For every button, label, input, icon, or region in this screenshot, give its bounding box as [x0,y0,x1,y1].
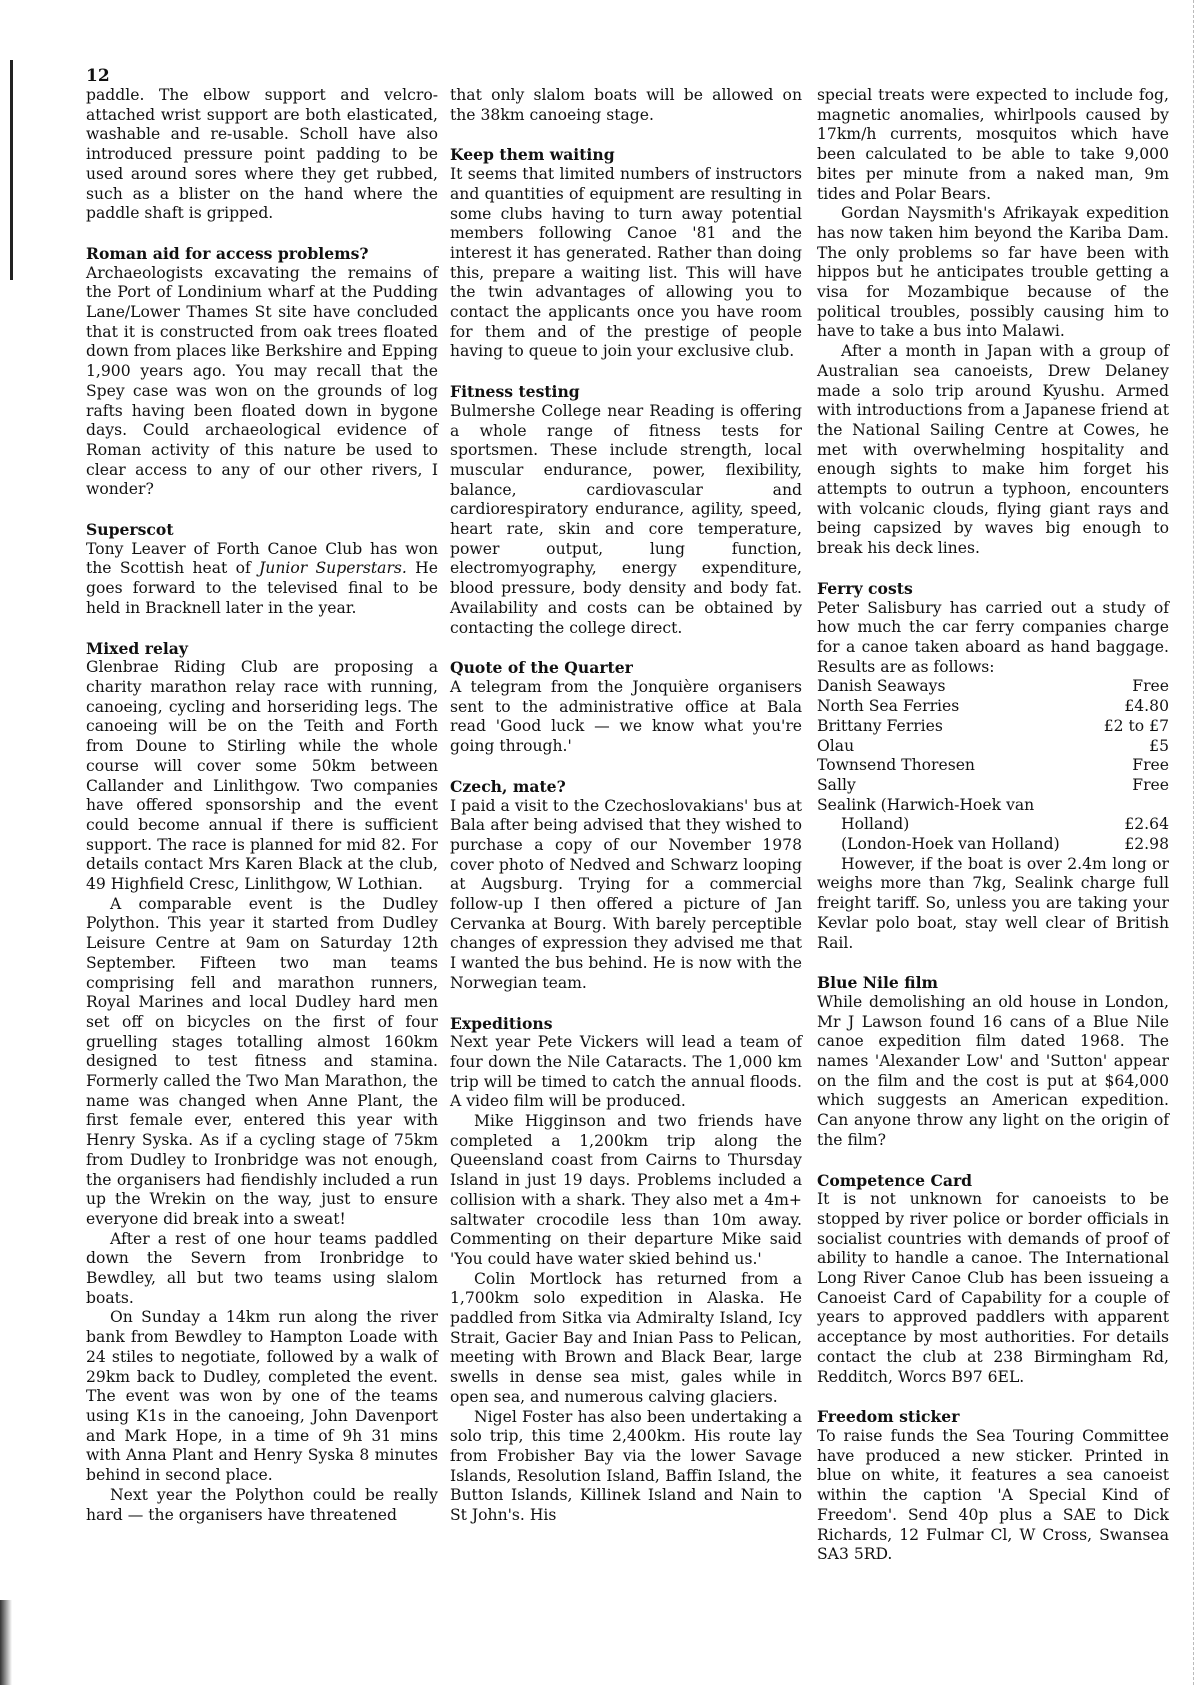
mixed-relay-heading: Mixed relay [86,638,188,658]
quote-paragraph: A telegram from the Jonquière organisers sent to the administrative office at Bala read 'Good luck — we know what you're going through.' [450,677,802,756]
fare-company: North Sea Ferries [817,697,960,716]
fare-row [817,737,1169,757]
competence-card-paragraph: It is not unknown for canoeists to be stopped by river police or border officials in socialist countries with demands of proof of ability to handle a canoe. The International Long River Canoe Club has been issueing a Canoeist Card of Capability for a couple of years to approved paddlers with apparent acceptance by most authorities. For details contact the club at 238 Birmingham Rd, Redditch, Worcs B97 6EL. [817,1190,1169,1386]
mixed-relay-paragraph-4: On Sunday a 14km run along the river bank from Bewdley to Hampton Loade with 24 stiles to negotiate, followed by a walk of 29km back to Dudley, completed the event. The event was won by one of the teams using K1s in the canoeing, John Davenport and Mark Hope, in a time of 9h 31 mins with Anna Plant and Henry Syska 8 minutes behind in second place. [86,1308,438,1485]
freedom-sticker-heading: Freedom sticker [817,1407,960,1427]
czech-mate-heading: Czech, mate? [450,776,566,796]
fare-price: Free [1132,756,1169,775]
column-3 [817,86,1169,1565]
mixed-relay-paragraph-2: A comparable event is the Dudley Polython. This year it started from Dudley Leisure Centre at 9am on Saturday 12th September. Fifteen two man teams comprising fell and marathon runners, Royal Marines and local Dudley hard men set off on bicycles on the first of four gruelling stages totalling almost 160km designed to test fitness and stamina. Formerly called the Two Man Marathon, the name was changed when Anne Plant, the first female ever, entered this year with Henry Syska. As if a cycling stage of 75km from Dudley to Ironbridge was not enough, the organisers had fiendishly included a run up the Wrekin on the way, just to ensure everyone did break into a sweat! [86,894,438,1228]
fare-price: £4.80 [1124,697,1169,716]
superscot-paragraph [86,540,438,619]
fare-price: Free [1132,775,1169,794]
column-1 [86,86,438,1525]
czech-mate-paragraph: I paid a visit to the Czechoslovakians' bus at Bala after being advised that they wished to purchase a copy of our November 1978 cover photo of Nedved and Schwarz looping at Augsburg. Trying for a commercial follow-up I then offered a picture of Jan Cervanka at Bourg. With barely perceptible changes of expression they advised me that I wanted the bus behind. He is now with the Norwegian team. [450,796,802,992]
scan-edge-mark [10,60,13,280]
fare-row [817,717,1169,737]
fare-price: £2 to £7 [1103,716,1169,735]
expeditions-paragraph-1: Next year Pete Vickers will lead a team of four down the Nile Cataracts. The 1,000 km trip will be timed to catch the annual floods. A video film will be produced. [450,1033,802,1111]
fare-price: £5 [1149,736,1169,755]
fare-company: Danish Seaways [817,677,946,696]
fare-price: £2.64 [1124,815,1169,834]
roman-aid-paragraph: Archaeologists excavating the remains of the Port of Londinium wharf at the Pudding Lane/Lower Thames St site have concluded that it is constructed from oak trees floated down from places like Berkshire and Epping 1,900 years ago. You may recall that the Spey case was won on the grounds of log rafts having been floated down in bygone days. Could archaeological evidence of Roman activity of this nature be used to clear access to any of our other rivers, I wonder? [86,263,438,499]
fare-price: £2.98 [1124,835,1169,854]
continued-paragraph: that only slalom boats will be allowed on the 38km canoeing stage. [450,86,802,124]
roman-aid-heading: Roman aid for access problems? [86,243,369,263]
fare-price: Free [1132,677,1169,696]
fare-company: Olau [817,736,855,755]
fare-row [817,697,1169,717]
fare-row-sealink-london [817,835,1169,855]
quote-heading: Quote of the Quarter [450,658,633,678]
mixed-relay-paragraph-3: After a rest of one hour teams paddled down the Severn from Ironbridge to Bewdley, all but two teams using slalom boats. [86,1229,438,1307]
competence-card-heading: Competence Card [817,1170,973,1190]
fare-route: (London-Hoek van Holland) [841,835,1060,854]
keep-waiting-heading: Keep them waiting [450,145,615,165]
mixed-relay-paragraph-1: Glenbrae Riding Club are proposing a charity marathon relay race with running, canoeing, cycling and horseriding legs. The canoeing will be on the Teith and Forth from Doune to Stirling while the whole course will cover some 50km between Callander and Linlithgow. Two companies have offered sponsorship and the event could become annual if there is sufficient support. The race is planned for mid 82. For details contact Mrs Karen Black at the club, 49 Highfield Cresc, Linlithgow, W Lothian. [86,658,438,894]
scan-right-edge [1191,0,1194,1685]
mixed-relay-paragraph-5: Next year the Polython could be really hard — the organisers have threatened [86,1485,438,1524]
fitness-testing-heading: Fitness testing [450,382,580,402]
freedom-sticker-paragraph: To raise funds the Sea Touring Committee have produced a new sticker. Printed in blue on white, it features a sea canoeist within the caption 'A Special Kind of Freedom'. Send 40p plus a SAE to Dick Richards, 12 Fulmar Cl, W Cross, Swansea SA3 5RD. [817,1427,1169,1564]
fare-row [817,756,1169,776]
ferry-costs-heading: Ferry costs [817,578,913,598]
fitness-testing-paragraph: Bulmershe College near Reading is offering a whole range of fitness tests for sportsmen. These include strength, local muscular endurance, power, flexibility, balance, cardiovascular and cardiorespiratory endurance, agility, speed, heart rate, skin and core temperature, power output, lung function, electromyography, energy expenditure, blood pressure, body density and body fat. Availability and costs can be obtained by contacting the college direct. [450,401,802,637]
keep-waiting-paragraph: It seems that limited numbers of instructors and quantities of equipment are resulting in some clubs having to turn away potential members following Canoe '81 and the interest it has generated. Rather than doing this, prepare a waiting list. This will have the twin advantages of allowing you to contact the applicants once you have room for them and of the prestige of people having to queue to join your exclusive club. [450,165,802,361]
fare-company: Sally [817,775,856,794]
fare-company: Brittany Ferries [817,716,943,735]
superscot-heading: Superscot [86,520,174,540]
naysmith-paragraph: Gordan Naysmith's Afrikayak expedition has now taken him beyond the Kariba Dam. The only problems so far have been with hippos but he anticipates trouble getting a visa for Mozambique because of the political troubles, possibly causing him to have to take a bus into Malawi. [817,204,1169,341]
fare-row [817,677,1169,697]
japan-paragraph: After a month in Japan with a group of Australian sea canoeists, Drew Delaney made a solo trip around Kyushu. Armed with introductions from a Japanese friend at the National Sailing Centre at Cowes, he met with overwhelming hospitality and enough sights to make him forget his attempts to outrun a typhoon, encounters with volcanic clouds, flying giant rays and being capsized by waves big enough to break his deck lines. [817,342,1169,558]
fare-company: Sealink (Harwich-Hoek van [817,795,1035,814]
intro-paragraph: paddle. The elbow support and velcro-attached wrist support are both elasticated, washable and re-usable. Scholl have also introduced pressure point padding to be used around sores where they get rubbed, such as a blister on the hand where the paddle shaft is gripped. [86,86,438,223]
fare-row [817,776,1169,796]
expeditions-paragraph-3: Colin Mortlock has returned from a 1,700km solo expedition in Alaska. He paddled from Sitka via Admiralty Island, Icy Strait, Gacier Bay and Inian Pass to Pelican, meeting with Brown and Black Bear, large swells in dense sea mist, gales while in open sea, and numerous calving glaciers. [450,1269,802,1406]
blue-nile-heading: Blue Nile film [817,973,939,993]
superscot-text-a: Tony Leaver of Forth Canoe Club has won the Scottish heat of [86,539,438,578]
fare-row-sealink [817,796,1169,816]
fare-company: Townsend Thoresen [817,756,975,775]
expeditions-heading: Expeditions [450,1013,553,1033]
ferry-costs-note: However, if the boat is over 2.4m long or weighs more than 7kg, Sealink charge full freight tariff. So, unless you are taking your Kevlar polo boat, stay well clear of British Rail. [817,854,1169,952]
fare-route: Holland) [841,815,910,834]
expeditions-paragraph-4: Nigel Foster has also been undertaking a solo trip, this time 2,400km. His route lay from Frobisher Bay via the lower Savage Islands, Resolution Island, Baffin Island, the Button Islands, Killinek Island and Nain to St John's. His [450,1407,802,1525]
blue-nile-paragraph: While demolishing an old house in London, Mr J Lawson found 16 cans of a Blue Nile canoe expedition film dated 1968. The names 'Alexander Low' and 'Sutton' appear on the film and the cost is put at $64,000 which suggests an American expedition. Can anyone throw any light on the origin of the film? [817,992,1169,1149]
superscot-text-b: He goes forward to the televised final to be held in Bracknell later in the year. [86,559,438,617]
page-number: 12 [86,66,110,86]
ferry-costs-intro: Peter Salisbury has carried out a study of how much the car ferry companies charge for a canoe taken aboard as hand baggage. Results are as follows: [817,598,1169,676]
fare-row-sealink-harwich [817,815,1169,835]
continued-paragraph: special treats were expected to include fog, magnetic anomalies, whirlpools caused by 17km/h currents, mosquitos which have been calculated to be able to take 9,000 bites per minute from a naked man, 9m tides and Polar Bears. [817,86,1169,203]
column-2 [450,86,802,1526]
scan-corner-shadow [0,1600,12,1685]
superscot-event-name: Junior Superstars. [259,559,407,578]
ferry-fares-list [817,677,1169,854]
expeditions-paragraph-2: Mike Higginson and two friends have completed a 1,200km trip along the Queensland coast from Cairns to Thursday Island in just 19 days. Problems included a collision with a shark. They also met a 4m+ saltwater crocodile less than 10m away. Commenting on their departure Mike said 'You could have water skied behind us.' [450,1112,802,1268]
